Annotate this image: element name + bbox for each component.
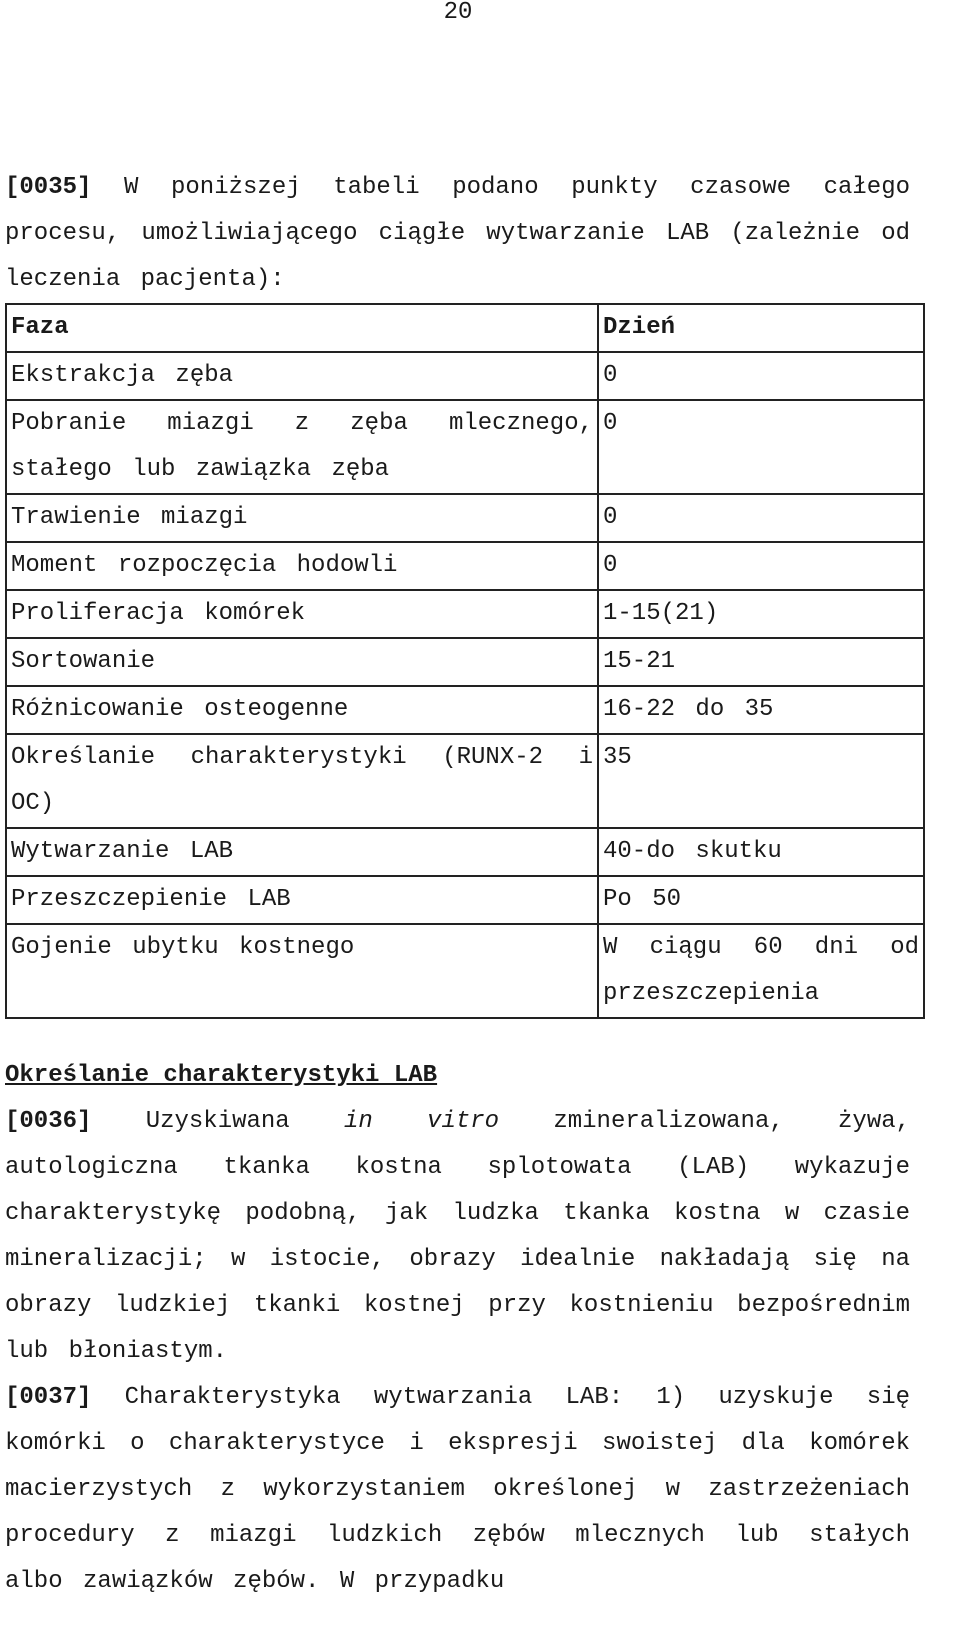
section-heading: Określanie charakterystyki LAB — [5, 1062, 438, 1089]
table-row — [6, 828, 924, 876]
phase-cell: Proliferacja komórek — [6, 590, 598, 638]
paragraph-number: [0036] — [5, 1108, 92, 1135]
table-row — [6, 400, 924, 494]
table-row — [6, 494, 924, 542]
day-cell: 35 — [598, 734, 924, 828]
day-cell: 1-15(21) — [598, 590, 924, 638]
day-cell: 0 — [598, 352, 924, 400]
day-cell: W ciągu 60 dni od przeszczepienia — [598, 924, 924, 1018]
process-timeline-table — [5, 303, 925, 1019]
phase-cell: Pobranie miazgi z zęba mlecznego, stałego lub zawiązka zęba — [6, 400, 598, 494]
phase-cell: Wytwarzanie LAB — [6, 828, 598, 876]
phase-cell: Określanie charakterystyki (RUNX-2 i OC) — [6, 734, 598, 828]
day-cell: 15-21 — [598, 638, 924, 686]
paragraph-number: [0035] — [5, 174, 92, 201]
phase-cell: Ekstrakcja zęba — [6, 352, 598, 400]
table-header-row — [6, 304, 924, 352]
italic-term: in vitro — [343, 1108, 500, 1135]
document-body — [5, 165, 919, 1605]
table-row — [6, 876, 924, 924]
day-cell: 40-do skutku — [598, 828, 924, 876]
day-cell: 0 — [598, 494, 924, 542]
phase-cell: Różnicowanie osteogenne — [6, 686, 598, 734]
header-day: Dzień — [598, 304, 924, 352]
table-row — [6, 542, 924, 590]
paragraph-0037 — [5, 1375, 910, 1605]
table-row — [6, 686, 924, 734]
day-cell: 16-22 do 35 — [598, 686, 924, 734]
day-cell: 0 — [598, 400, 924, 494]
paragraph-0035 — [5, 165, 910, 303]
paragraph-text: zmineralizowana, żywa, autologiczna tkanka kostna splotowata (LAB) wykazuje charakterystykę podobną, jak ludzka tkanka kostna w czasie mineralizacji; w istocie, obrazy idealnie nakładają się na obrazy ludzkiej tkanki kostnej przy kostnieniu bezpośrednim lub błoniastym. — [5, 1108, 911, 1365]
day-cell: 0 — [598, 542, 924, 590]
page-number: 20 — [443, 0, 473, 26]
day-cell: Po 50 — [598, 876, 924, 924]
table-row — [6, 924, 924, 1018]
phase-cell: Trawienie miazgi — [6, 494, 598, 542]
table-row — [6, 638, 924, 686]
phase-cell: Moment rozpoczęcia hodowli — [6, 542, 598, 590]
paragraph-text: W poniższej tabeli podano punkty czasowe całego procesu, umożliwiającego ciągłe wytwarzanie LAB (zależnie od leczenia pacjenta): — [5, 174, 910, 293]
phase-cell: Przeszczepienie LAB — [6, 876, 598, 924]
paragraph-number: [0037] — [5, 1384, 92, 1411]
table-row — [6, 352, 924, 400]
table-row — [6, 590, 924, 638]
paragraph-0036 — [5, 1099, 910, 1375]
paragraph-text: Charakterystyka wytwarzania LAB: 1) uzyskuje się komórki o charakterystyce i ekspresji swoistej dla komórek macierzystych z wykorzystaniem określonej w zastrzeżeniach procedury z miazgi ludzkich zębów mlecznych lub stałych albo zawiązków zębów. W przypadku — [5, 1384, 911, 1595]
header-phase: Faza — [6, 304, 598, 352]
table-row — [6, 734, 924, 828]
phase-cell: Gojenie ubytku kostnego — [6, 924, 598, 1018]
paragraph-lead: Uzyskiwana — [145, 1108, 290, 1135]
phase-cell: Sortowanie — [6, 638, 598, 686]
